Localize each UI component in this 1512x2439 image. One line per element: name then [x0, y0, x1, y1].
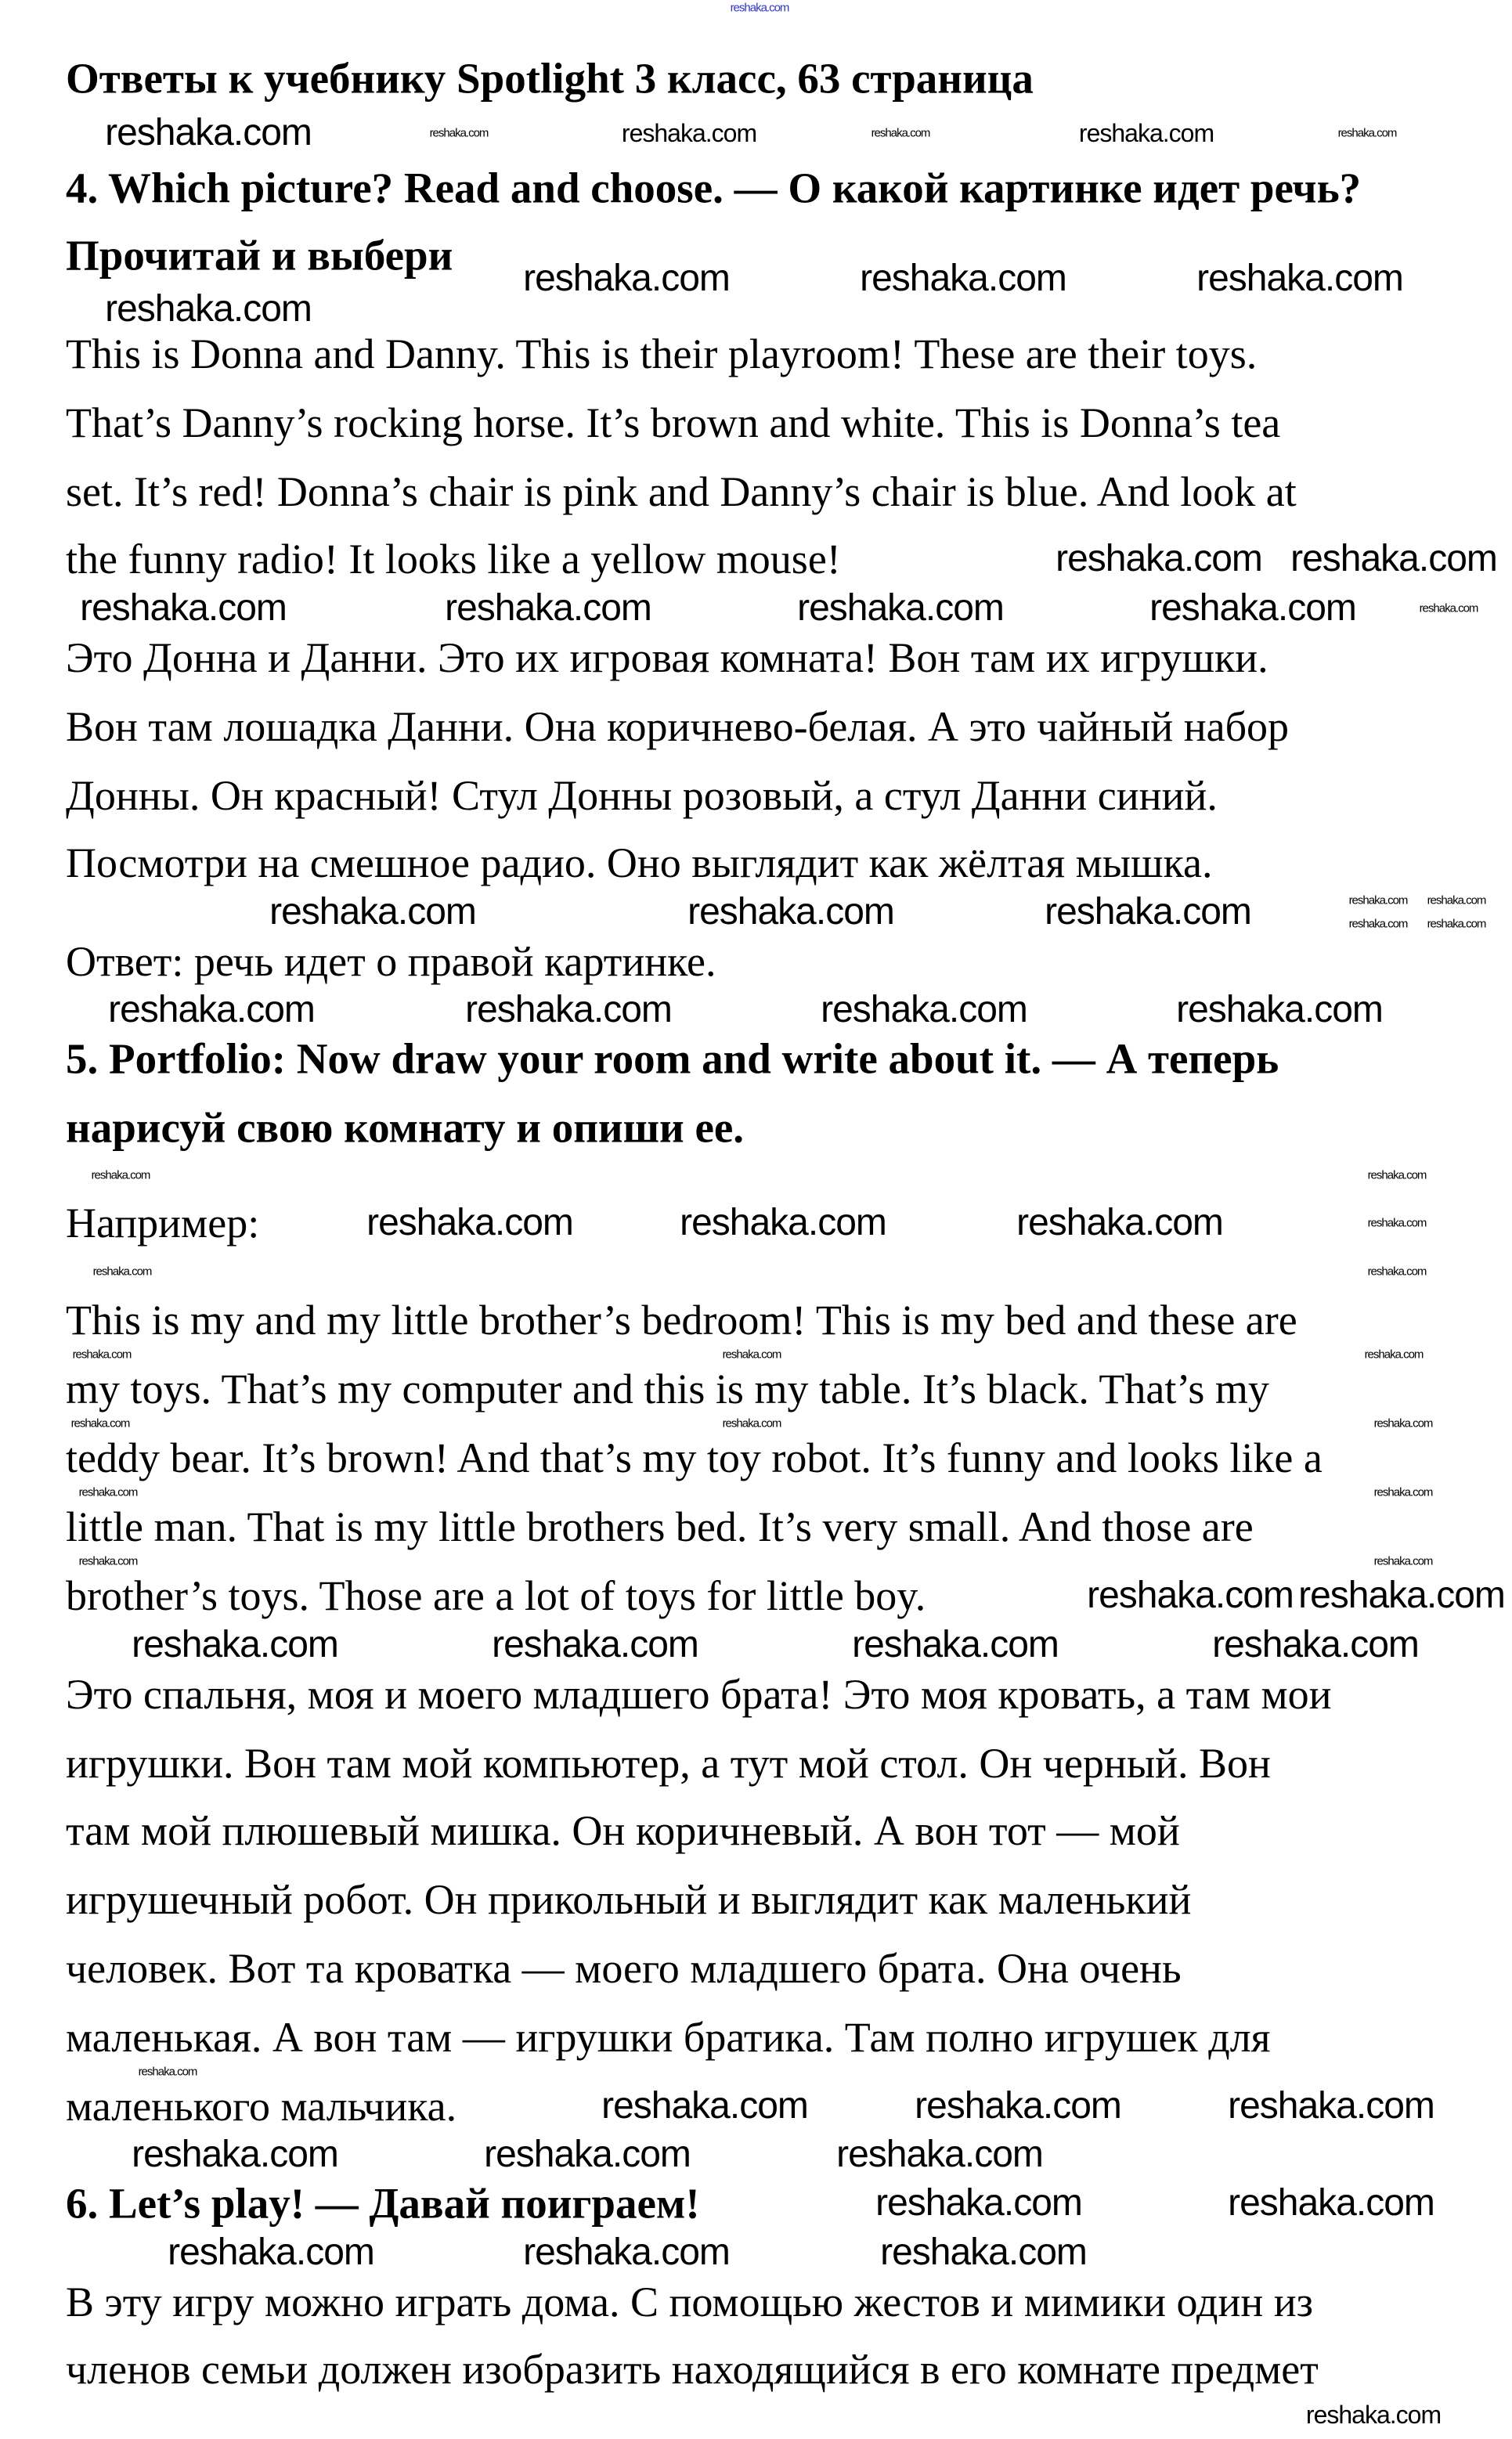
watermark: reshaka.com [445, 587, 651, 629]
watermark: reshaka.com [852, 1624, 1059, 1665]
exercise-4-heading: Прочитай и выбери [66, 231, 453, 280]
watermark: reshaka.com [1298, 1575, 1505, 1616]
watermark: reshaka.com [1196, 258, 1403, 299]
exercise-5-text-ru: маленького мальчика. [66, 2083, 457, 2130]
watermark: reshaka.com [687, 891, 894, 933]
watermark: reshaka.com [366, 1202, 573, 1243]
watermark: reshaka.com [722, 1348, 781, 1362]
exercise-5-text-ru: человек. Вот та кроватка — моего младшего брата. Она очень [66, 1945, 1182, 1992]
watermark: reshaka.com [1348, 917, 1408, 931]
exercise-4-text-en: That’s Danny’s rocking horse. It’s brown and white. This is Donna’s tea [66, 399, 1281, 446]
exercise-4-text-en: This is Donna and Danny. This is their playroom! These are their toys. [66, 330, 1258, 377]
watermark: reshaka.com [1427, 917, 1486, 931]
watermark: reshaka.com [80, 587, 287, 629]
watermark: reshaka.com [601, 2085, 808, 2127]
watermark: reshaka.com [91, 1168, 150, 1182]
watermark: reshaka.com [821, 989, 1027, 1030]
exercise-4-text-ru: Посмотри на смешное радио. Оно выглядит как жёлтая мышка. [66, 839, 1213, 886]
watermark: reshaka.com [429, 126, 489, 140]
watermark: reshaka.com [138, 2065, 197, 2079]
watermark: reshaka.com [1290, 538, 1497, 579]
watermark: reshaka.com [105, 288, 312, 330]
watermark: reshaka.com [860, 258, 1066, 299]
watermark: reshaka.com [1045, 891, 1251, 933]
exercise-4-text-en: set. It’s red! Donna’s chair is pink and Danny’s chair is blue. And look at [66, 468, 1297, 515]
exercise-5-text-en: teddy bear. It’s brown! And that’s my toy robot. It’s funny and looks like a [66, 1434, 1323, 1481]
watermark: reshaka.com [1087, 1575, 1294, 1616]
exercise-6-text-ru: В эту игру можно играть дома. С помощью жестов и мимики один из [66, 2278, 1313, 2325]
watermark: reshaka.com [1367, 1265, 1427, 1279]
watermark: reshaka.com [168, 2232, 374, 2273]
watermark: reshaka.com [1367, 1168, 1427, 1182]
watermark: reshaka.com [1373, 1554, 1433, 1568]
exercise-4-answer: Ответ: речь идет о правой картинке. [66, 938, 716, 985]
watermark: reshaka.com [72, 1348, 132, 1362]
watermark: reshaka.com [1427, 893, 1486, 907]
exercise-5-text-ru: маленькая. А вон там — игрушки братика. Там полно игрушек для [66, 2014, 1271, 2061]
watermark: reshaka.com [1078, 119, 1214, 147]
watermark: reshaka.com [1337, 126, 1397, 140]
exercise-5-text-ru: игрушечный робот. Он прикольный и выглядит как маленький [66, 1876, 1192, 1923]
exercise-5-heading: 5. Portfolio: Now draw your room and write about it. — А теперь [66, 1034, 1279, 1083]
exercise-5-example-label: Например: [66, 1200, 260, 1247]
watermark: reshaka.com [1056, 538, 1262, 579]
watermark: reshaka.com [1016, 1202, 1223, 1243]
watermark: reshaka.com [880, 2232, 1087, 2273]
exercise-5-text-ru: там мой плюшевый мишка. Он коричневый. А вон тот — мой [66, 1807, 1180, 1854]
watermark: reshaka.com [1305, 2401, 1442, 2429]
watermark: reshaka.com [722, 1416, 781, 1431]
watermark: reshaka.com [484, 2134, 691, 2175]
watermark: reshaka.com [1367, 1216, 1427, 1230]
watermark: reshaka.com [730, 1, 789, 15]
watermark: reshaka.com [108, 989, 315, 1030]
watermark: reshaka.com [875, 2182, 1082, 2224]
watermark: reshaka.com [70, 1416, 130, 1431]
exercise-4-text-ru: Вон там лошадка Данни. Она коричнево-белая. А это чайный набор [66, 703, 1290, 750]
watermark: reshaka.com [132, 2134, 338, 2175]
page-title: Ответы к учебнику Spotlight 3 класс, 63 страница [66, 54, 1034, 103]
exercise-4-text-ru: Это Донна и Данни. Это их игровая комната! Вон там их игрушки. [66, 634, 1268, 681]
exercise-5-text-ru: игрушки. Вон там мой компьютер, а тут мой стол. Он черный. Вон [66, 1740, 1271, 1787]
watermark: reshaka.com [1373, 1416, 1433, 1431]
watermark: reshaka.com [797, 587, 1004, 629]
exercise-4-heading: 4. Which picture? Read and choose. — О какой картинке идет речь? [66, 164, 1362, 212]
watermark: reshaka.com [1149, 587, 1356, 629]
exercise-5-text-en: This is my and my little brother’s bedroom! This is my bed and these are [66, 1297, 1297, 1344]
exercise-5-heading: нарисуй свою комнату и опиши ее. [66, 1103, 745, 1152]
watermark: reshaka.com [523, 2232, 730, 2273]
watermark: reshaka.com [1176, 989, 1383, 1030]
watermark: reshaka.com [621, 119, 757, 147]
exercise-6-text-ru: членов семьи должен изобразить находящийся в его комнате предмет [66, 2346, 1319, 2393]
watermark: reshaka.com [1373, 1485, 1433, 1499]
watermark: reshaka.com [871, 126, 930, 140]
watermark: reshaka.com [836, 2134, 1043, 2175]
watermark: reshaka.com [105, 112, 312, 153]
exercise-5-text-en: brother’s toys. Those are a lot of toys for little boy. [66, 1572, 926, 1619]
watermark: reshaka.com [78, 1485, 138, 1499]
watermark: reshaka.com [269, 891, 476, 933]
watermark: reshaka.com [1364, 1348, 1424, 1362]
watermark: reshaka.com [1419, 601, 1478, 615]
watermark: reshaka.com [1228, 2085, 1434, 2127]
watermark: reshaka.com [1228, 2182, 1434, 2224]
watermark: reshaka.com [915, 2085, 1121, 2127]
watermark: reshaka.com [132, 1624, 338, 1665]
watermark: reshaka.com [1212, 1624, 1419, 1665]
exercise-5-text-en: my toys. That’s my computer and this is my table. It’s black. That’s my [66, 1366, 1269, 1413]
watermark: reshaka.com [492, 1624, 698, 1665]
exercise-5-text-en: little man. That is my little brothers bed. It’s very small. And those are [66, 1503, 1254, 1550]
exercise-4-text-ru: Донны. Он красный! Стул Донны розовый, а стул Данни синий. [66, 772, 1218, 819]
exercise-4-text-en: the funny radio! It looks like a yellow mouse! [66, 536, 841, 583]
exercise-5-text-ru: Это спальня, моя и моего младшего брата! Это моя кровать, а там мои [66, 1671, 1332, 1718]
watermark: reshaka.com [92, 1265, 152, 1279]
watermark: reshaka.com [465, 989, 672, 1030]
watermark: reshaka.com [680, 1202, 886, 1243]
watermark: reshaka.com [78, 1554, 138, 1568]
watermark: reshaka.com [523, 258, 730, 299]
exercise-6-heading: 6. Let’s play! — Давай поиграем! [66, 2179, 700, 2228]
watermark: reshaka.com [1348, 893, 1408, 907]
